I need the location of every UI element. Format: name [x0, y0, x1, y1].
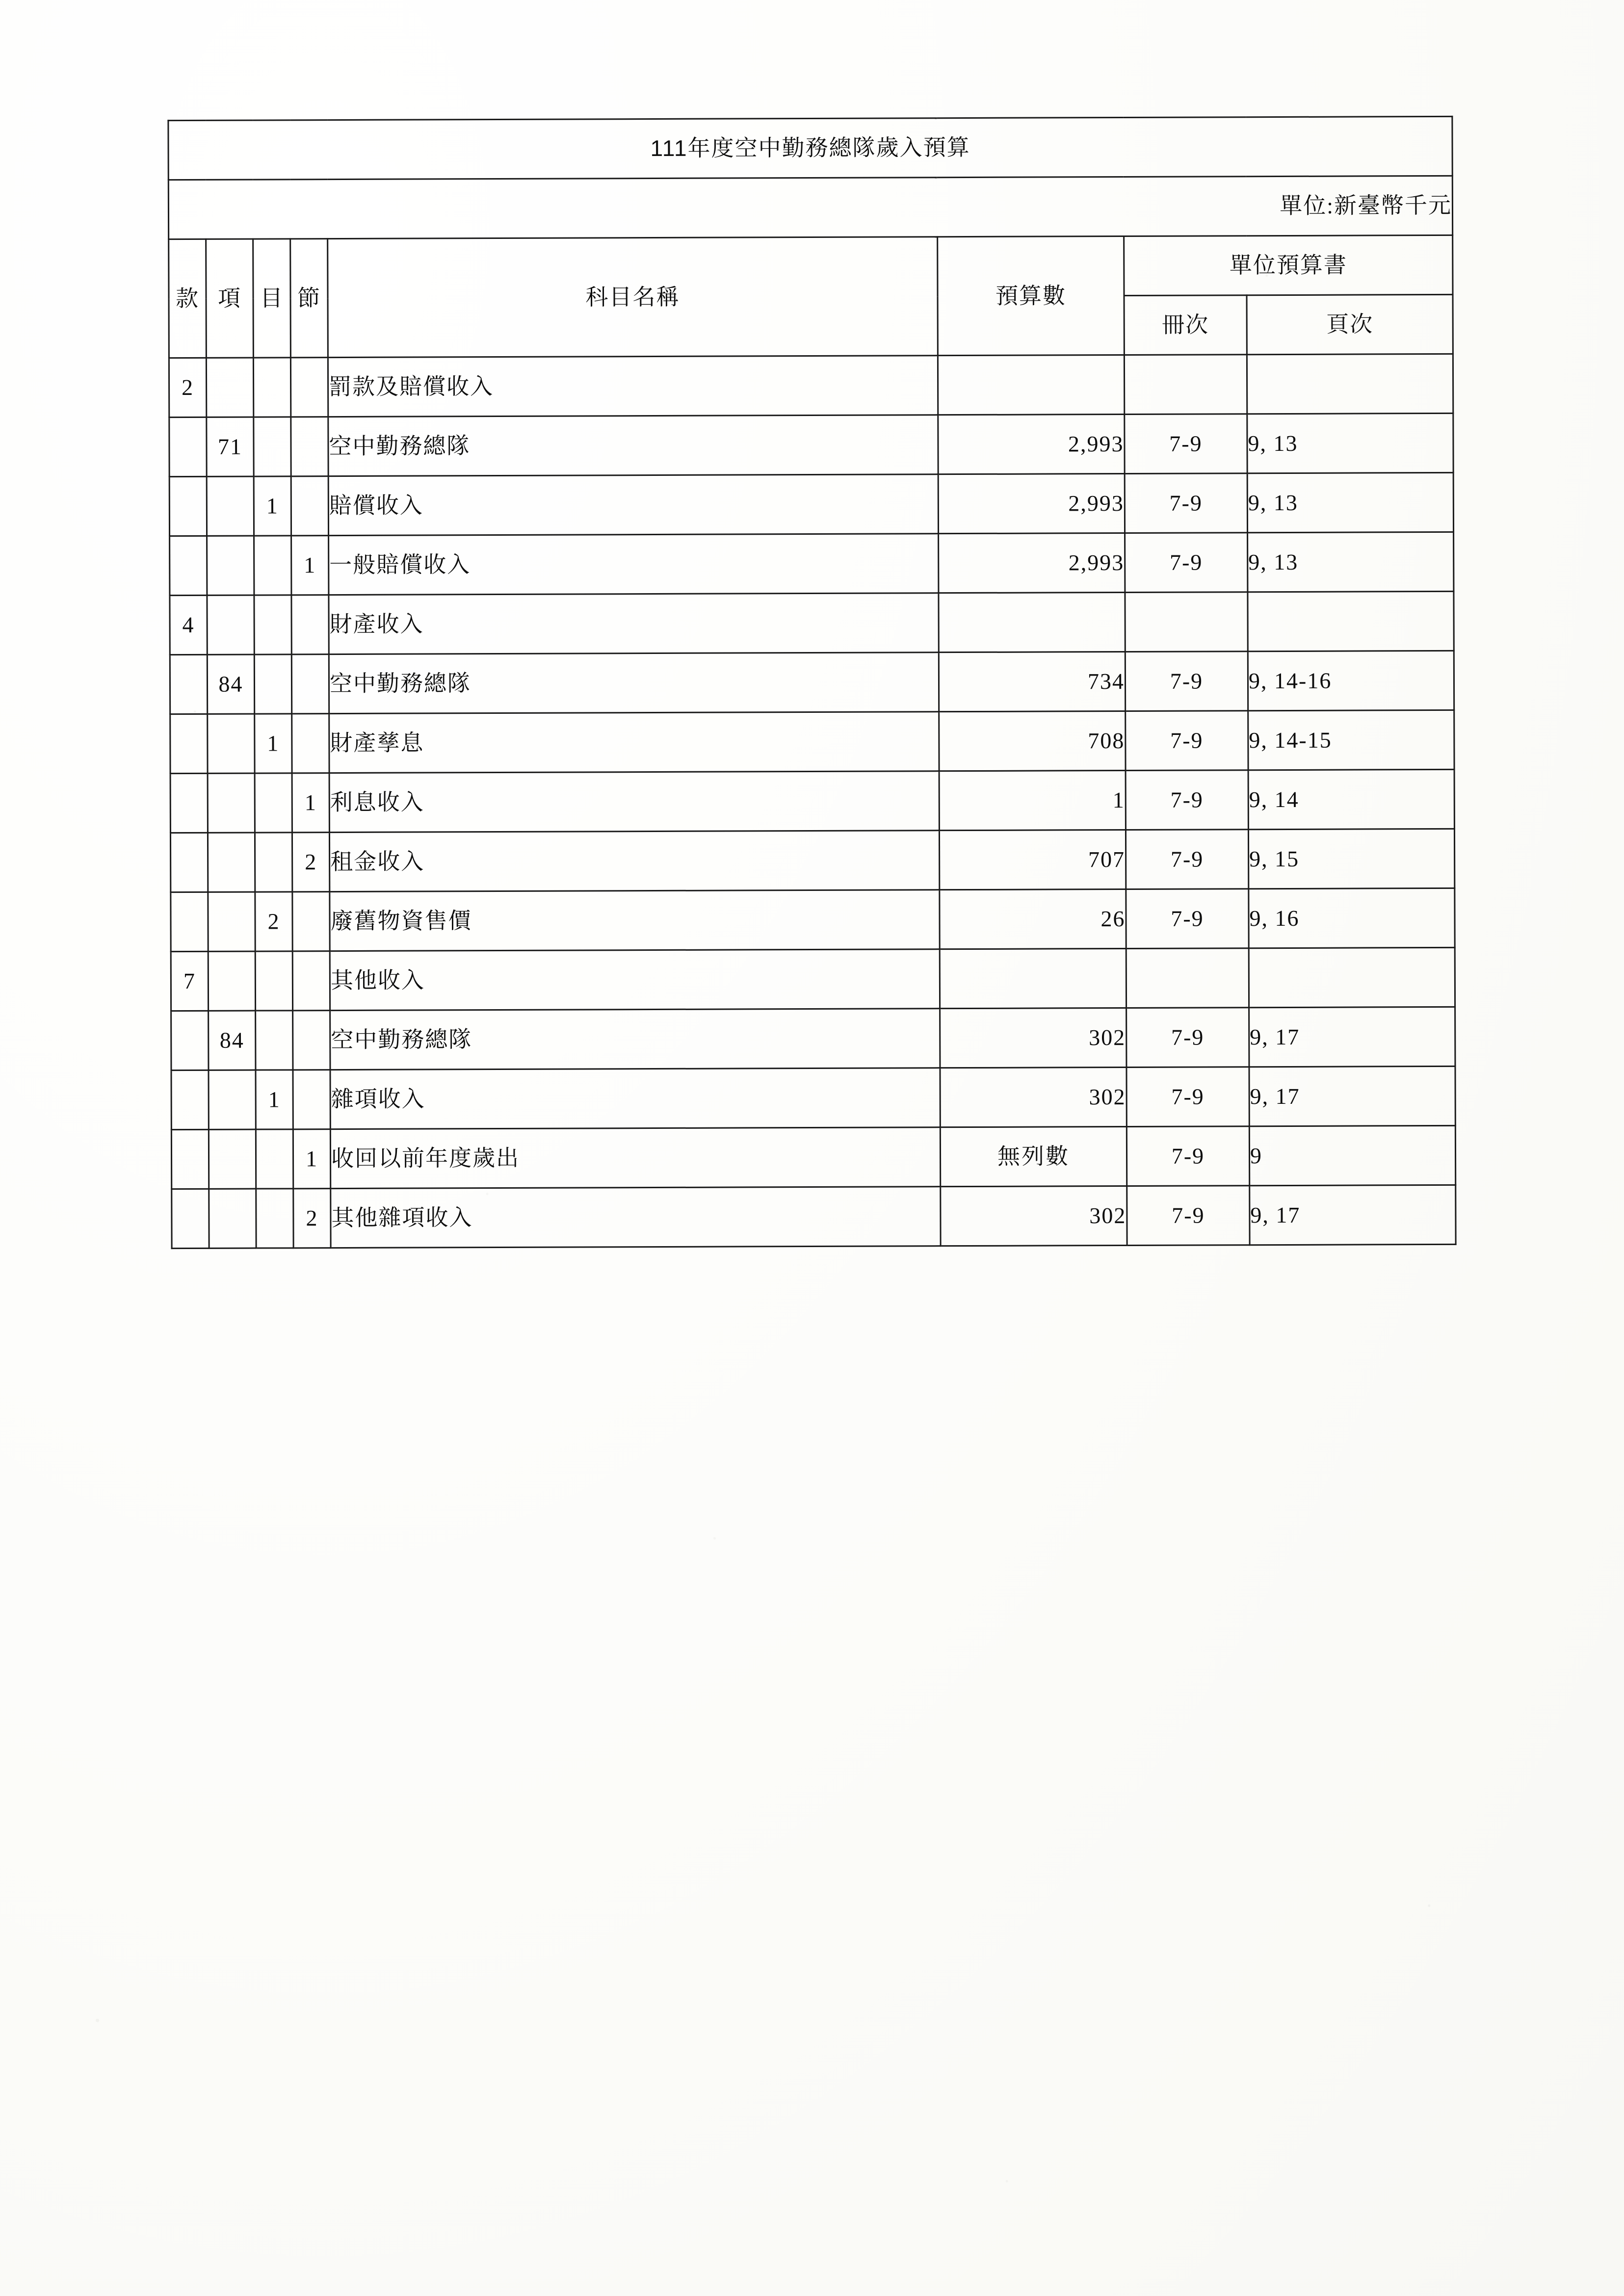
- cell-chieh: [290, 358, 328, 417]
- cell-volume: [1126, 948, 1249, 1008]
- page-title: 111年度空中勤務總隊歲入預算: [168, 116, 1452, 180]
- cell-kuan: [170, 773, 208, 833]
- cell-page: 9, 16: [1249, 888, 1455, 948]
- header-unit-budget-book: 單位預算書: [1124, 235, 1453, 295]
- header-volume: 冊次: [1124, 295, 1247, 355]
- cell-subject-name: 廢舊物資售價: [330, 890, 940, 951]
- cell-volume: 7-9: [1126, 830, 1248, 889]
- cell-mu: [255, 833, 292, 892]
- cell-chieh: 1: [292, 773, 329, 833]
- header-chieh: 節: [290, 239, 328, 358]
- cell-volume: [1124, 355, 1247, 415]
- cell-hsiang: 71: [207, 417, 254, 476]
- cell-subject-name: 其他雜項收入: [331, 1187, 941, 1248]
- cell-kuan: [171, 892, 208, 951]
- cell-hsiang: [209, 1189, 256, 1248]
- cell-mu: [254, 654, 291, 714]
- cell-subject-name: 租金收入: [329, 831, 939, 892]
- cell-hsiang: [209, 1129, 256, 1189]
- cell-amount: 302: [940, 1067, 1126, 1127]
- table-row: [170, 710, 1454, 773]
- cell-subject-name: 其他收入: [330, 949, 940, 1011]
- table-row: [169, 472, 1453, 536]
- cell-hsiang: [208, 892, 255, 951]
- cell-kuan: [170, 654, 207, 714]
- cell-volume: 7-9: [1125, 533, 1247, 593]
- cell-hsiang: [208, 773, 255, 833]
- cell-amount: 2,993: [939, 533, 1125, 593]
- cell-mu: [255, 951, 292, 1011]
- cell-chieh: [292, 714, 329, 773]
- cell-volume: 7-9: [1126, 711, 1248, 771]
- table-row: [171, 947, 1455, 1011]
- cell-subject-name: 一般賠償收入: [329, 534, 939, 595]
- cell-chieh: [292, 951, 330, 1011]
- table-row: [170, 829, 1454, 892]
- cell-amount: 無列數: [940, 1126, 1126, 1186]
- header-kuan: 款: [169, 239, 207, 358]
- cell-amount: 302: [940, 1008, 1126, 1068]
- cell-mu: [254, 595, 291, 654]
- cell-volume: 7-9: [1126, 1067, 1249, 1127]
- cell-chieh: [291, 654, 329, 714]
- cell-kuan: 2: [169, 358, 206, 417]
- table-row: [172, 1185, 1456, 1248]
- table-body: [168, 116, 1456, 1248]
- cell-subject-name: 空中勤務總隊: [329, 652, 939, 714]
- cell-page: [1248, 591, 1454, 651]
- cell-volume: [1125, 592, 1248, 652]
- cell-volume: 7-9: [1125, 414, 1247, 474]
- cell-hsiang: [208, 714, 255, 773]
- cell-page: 9, 13: [1247, 413, 1453, 473]
- cell-page: 9, 14-15: [1248, 710, 1454, 770]
- cell-amount: 26: [940, 889, 1126, 949]
- cell-volume: 7-9: [1125, 652, 1248, 711]
- cell-mu: 1: [255, 714, 292, 773]
- cell-volume: 7-9: [1126, 1126, 1249, 1186]
- cell-page: 9: [1249, 1125, 1455, 1185]
- cell-chieh: [293, 1070, 330, 1129]
- cell-amount: 1: [939, 770, 1126, 830]
- budget-table: [167, 116, 1456, 1249]
- cell-amount: [940, 948, 1126, 1008]
- cell-kuan: [169, 476, 207, 536]
- table-row: [170, 591, 1454, 654]
- cell-chieh: 1: [291, 536, 329, 595]
- cell-subject-name: 空中勤務總隊: [328, 415, 938, 476]
- cell-mu: [254, 417, 291, 476]
- cell-kuan: [170, 536, 207, 595]
- cell-chieh: 2: [292, 833, 329, 892]
- header-row-1: [169, 235, 1453, 298]
- cell-kuan: 7: [171, 951, 208, 1011]
- cell-kuan: [170, 833, 208, 892]
- cell-hsiang: [207, 595, 254, 654]
- cell-mu: 1: [254, 476, 291, 536]
- cell-mu: [256, 1129, 293, 1189]
- header-page: 頁次: [1247, 294, 1453, 354]
- unit-row: [168, 176, 1452, 239]
- cell-kuan: [169, 417, 207, 476]
- cell-kuan: [172, 1189, 209, 1248]
- cell-page: 9, 15: [1248, 829, 1454, 888]
- cell-mu: 2: [255, 892, 292, 951]
- cell-amount: 734: [939, 652, 1125, 711]
- cell-mu: [256, 1189, 293, 1248]
- cell-chieh: [291, 476, 328, 536]
- table-row: [169, 413, 1453, 476]
- cell-amount: 2,993: [938, 473, 1125, 533]
- cell-subject-name: 賠償收入: [328, 474, 938, 536]
- cell-hsiang: [207, 536, 254, 595]
- cell-chieh: [291, 595, 329, 654]
- cell-chieh: [292, 892, 330, 951]
- table-row: [170, 532, 1454, 595]
- cell-subject-name: 罰款及賠償收入: [328, 356, 938, 417]
- cell-page: 9, 14: [1248, 769, 1454, 829]
- title-row: [168, 116, 1452, 180]
- cell-volume: 7-9: [1126, 1008, 1249, 1068]
- cell-chieh: 1: [293, 1129, 330, 1189]
- cell-volume: 7-9: [1125, 473, 1247, 533]
- table-row: [171, 1066, 1455, 1129]
- cell-page: 9, 17: [1249, 1007, 1455, 1067]
- cell-kuan: 4: [170, 595, 207, 654]
- cell-subject-name: 利息收入: [329, 771, 939, 833]
- cell-hsiang: [207, 476, 254, 536]
- cell-mu: [254, 536, 291, 595]
- table-row: [170, 651, 1454, 714]
- cell-volume: 7-9: [1126, 770, 1248, 830]
- cell-chieh: [293, 1011, 330, 1070]
- header-hsiang: 項: [206, 239, 254, 358]
- table-row: [171, 1125, 1455, 1189]
- cell-page: 9, 17: [1249, 1066, 1455, 1126]
- cell-amount: [939, 592, 1125, 652]
- cell-hsiang: 84: [207, 654, 254, 714]
- table-row: [170, 769, 1454, 833]
- header-budget-amount: 預算數: [938, 236, 1125, 355]
- currency-unit-note: 單位:新臺幣千元: [168, 176, 1452, 239]
- cell-page: 9, 17: [1250, 1185, 1456, 1245]
- cell-mu: [256, 1011, 293, 1070]
- cell-amount: 707: [939, 830, 1126, 889]
- cell-subject-name: 雜項收入: [330, 1068, 940, 1129]
- cell-mu: [255, 773, 292, 833]
- cell-mu: 1: [256, 1070, 293, 1129]
- cell-chieh: [291, 417, 328, 476]
- table-row: [171, 888, 1455, 951]
- table-row: [169, 354, 1453, 417]
- header-subject-name: 科目名稱: [328, 237, 938, 358]
- cell-page: [1247, 354, 1453, 414]
- cell-kuan: [171, 1129, 209, 1189]
- cell-page: 9, 13: [1247, 472, 1453, 532]
- cell-subject-name: 財產孳息: [329, 712, 939, 773]
- cell-hsiang: [208, 833, 255, 892]
- cell-subject-name: 空中勤務總隊: [330, 1009, 940, 1070]
- table-row: [171, 1007, 1455, 1070]
- cell-chieh: 2: [293, 1189, 331, 1248]
- cell-kuan: [170, 714, 208, 773]
- budget-document: [169, 118, 1455, 1247]
- cell-hsiang: [206, 358, 253, 417]
- cell-kuan: [171, 1011, 209, 1070]
- cell-mu: [253, 358, 290, 417]
- cell-page: 9, 14-16: [1248, 651, 1454, 710]
- cell-subject-name: 收回以前年度歲出: [330, 1127, 940, 1189]
- header-mu: 目: [253, 239, 291, 358]
- cell-hsiang: [208, 951, 255, 1011]
- cell-subject-name: 財產收入: [329, 593, 939, 654]
- cell-kuan: [171, 1070, 209, 1129]
- cell-hsiang: [209, 1070, 256, 1129]
- cell-page: 9, 13: [1247, 532, 1453, 592]
- cell-amount: [938, 355, 1124, 415]
- cell-hsiang: 84: [209, 1011, 256, 1070]
- cell-amount: 708: [939, 711, 1126, 771]
- cell-volume: 7-9: [1126, 889, 1249, 949]
- cell-page: [1249, 947, 1455, 1007]
- cell-volume: 7-9: [1127, 1186, 1250, 1246]
- cell-amount: 302: [941, 1186, 1127, 1246]
- cell-amount: 2,993: [938, 414, 1125, 474]
